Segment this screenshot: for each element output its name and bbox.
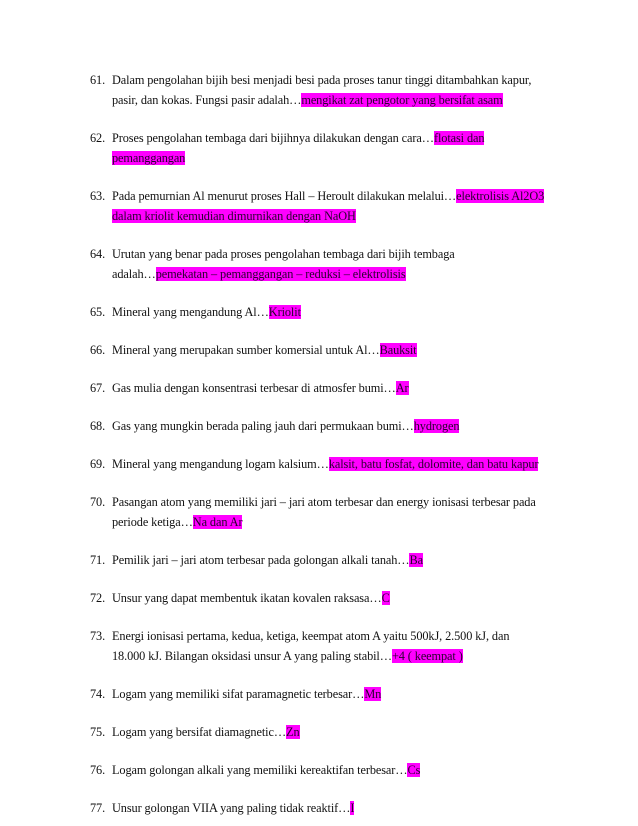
- highlighted-answer: kalsit, batu fosfat, dolomite, dan batu kapur: [328, 457, 539, 471]
- question-line: [90, 378, 560, 398]
- question-number: 67.: [90, 381, 106, 395]
- question-line: [90, 416, 560, 436]
- highlighted-answer: mengikat zat pengotor yang bersifat asam: [301, 93, 503, 107]
- highlighted-answer: flotasi dan: [433, 131, 485, 145]
- question-number: 71.: [90, 553, 106, 567]
- question-line: [90, 550, 560, 570]
- question-line: [90, 626, 560, 646]
- question-text: Mineral yang mengandung Al…: [112, 305, 269, 319]
- question-item: [90, 128, 560, 168]
- question-number: 66.: [90, 343, 106, 357]
- question-line: [90, 148, 560, 168]
- question-line: [90, 186, 560, 206]
- question-number: 62.: [90, 131, 106, 145]
- highlighted-answer: elektrolisis Al2O3: [456, 189, 545, 203]
- question-text: Unsur golongan VIIA yang paling tidak reaktif…: [112, 801, 351, 815]
- question-item: [90, 550, 560, 570]
- highlighted-answer: pemekatan – pemanggangan – reduksi – elektrolisis: [155, 267, 406, 281]
- question-item: [90, 722, 560, 742]
- highlighted-answer: Bauksit: [379, 343, 417, 357]
- highlighted-answer: dalam kriolit kemudian dimurnikan dengan NaOH: [112, 209, 356, 223]
- question-item: [90, 302, 560, 322]
- question-text: Unsur yang dapat membentuk ikatan kovalen raksasa…: [112, 591, 382, 605]
- question-text: Gas yang mungkin berada paling jauh dari permukaan bumi…: [112, 419, 414, 433]
- highlighted-answer: Na dan Ar: [192, 515, 243, 529]
- question-number: 69.: [90, 457, 106, 471]
- question-number: 68.: [90, 419, 106, 433]
- question-text: Pasangan atom yang memiliki jari – jari atom terbesar dan energy ionisasi terbesar pada: [112, 495, 536, 509]
- question-number: 64.: [90, 247, 106, 261]
- highlighted-answer: pemanggangan: [112, 151, 186, 165]
- question-text: Mineral yang mengandung logam kalsium…: [112, 457, 329, 471]
- question-line: [90, 454, 560, 474]
- question-line: [90, 588, 560, 608]
- question-line: [90, 302, 560, 322]
- question-line: [90, 206, 560, 226]
- highlighted-answer: hydrogen: [413, 419, 460, 433]
- question-line: [90, 128, 560, 148]
- question-text: Logam yang bersifat diamagnetic…: [112, 725, 287, 739]
- question-text: Mineral yang merupakan sumber komersial untuk Al…: [112, 343, 380, 357]
- question-line: [90, 90, 560, 110]
- question-text: Gas mulia dengan konsentrasi terbesar di atmosfer bumi…: [112, 381, 396, 395]
- question-item: [90, 760, 560, 780]
- highlighted-answer: +4 ( keempat ): [391, 649, 463, 663]
- question-item: [90, 798, 560, 818]
- question-text: Dalam pengolahan bijih besi menjadi besi pada proses tanur tinggi ditambahkan kapur,: [112, 73, 532, 87]
- question-item: [90, 70, 560, 110]
- question-line: [90, 512, 560, 532]
- question-text: Logam yang memiliki sifat paramagnetic terbesar…: [112, 687, 365, 701]
- question-item: [90, 626, 560, 666]
- question-number: 61.: [90, 73, 106, 87]
- highlighted-answer: Ba: [409, 553, 423, 567]
- question-text: periode ketiga…: [112, 515, 193, 529]
- highlighted-answer: C: [381, 591, 390, 605]
- question-number: 77.: [90, 801, 106, 815]
- highlighted-answer: Mn: [364, 687, 382, 701]
- question-line: [90, 264, 560, 284]
- question-item: [90, 244, 560, 284]
- question-number: 73.: [90, 629, 106, 643]
- question-text: Proses pengolahan tembaga dari bijihnya dilakukan dengan cara…: [112, 131, 434, 145]
- question-line: [90, 70, 560, 90]
- highlighted-answer: Ar: [395, 381, 409, 395]
- question-line: [90, 492, 560, 512]
- question-item: [90, 186, 560, 226]
- question-text: pasir, dan kokas. Fungsi pasir adalah…: [112, 93, 302, 107]
- question-number: 74.: [90, 687, 106, 701]
- question-text: Pada pemurnian Al menurut proses Hall – Heroult dilakukan melalui…: [112, 189, 457, 203]
- question-item: [90, 492, 560, 532]
- question-line: [90, 244, 560, 264]
- question-item: [90, 684, 560, 704]
- question-line: [90, 340, 560, 360]
- question-line: [90, 760, 560, 780]
- question-number: 75.: [90, 725, 106, 739]
- question-number: 70.: [90, 495, 106, 509]
- question-text: Pemilik jari – jari atom terbesar pada golongan alkali tanah…: [112, 553, 410, 567]
- question-text: Logam golongan alkali yang memiliki kereaktifan terbesar…: [112, 763, 408, 777]
- question-number: 72.: [90, 591, 106, 605]
- question-item: [90, 378, 560, 398]
- question-line: [90, 684, 560, 704]
- question-item: [90, 340, 560, 360]
- question-item: [90, 588, 560, 608]
- question-number: 76.: [90, 763, 106, 777]
- question-line: [90, 722, 560, 742]
- question-item: [90, 416, 560, 436]
- highlighted-answer: Cs: [407, 763, 421, 777]
- highlighted-answer: Kriolit: [268, 305, 301, 319]
- highlighted-answer: Zn: [286, 725, 300, 739]
- question-text: 18.000 kJ. Bilangan oksidasi unsur A yang paling stabil…: [112, 649, 392, 663]
- question-text: Energi ionisasi pertama, kedua, ketiga, keempat atom A yaitu 500kJ, 2.500 kJ, dan: [112, 629, 510, 643]
- question-number: 63.: [90, 189, 106, 203]
- question-text: adalah…: [112, 267, 156, 281]
- highlighted-answer: I: [350, 801, 355, 815]
- question-line: [90, 798, 560, 818]
- question-item: [90, 454, 560, 474]
- question-line: [90, 646, 560, 666]
- question-text: Urutan yang benar pada proses pengolahan tembaga dari bijih tembaga: [112, 247, 455, 261]
- question-number: 65.: [90, 305, 106, 319]
